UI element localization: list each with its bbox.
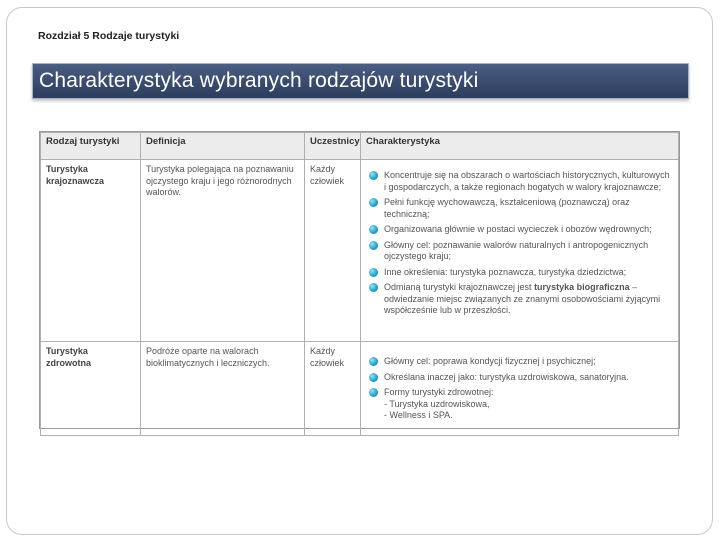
bullet-text-pre: Odmianą turystyki krajoznawczej jest xyxy=(384,282,535,292)
tourism-table xyxy=(39,131,680,429)
participants-line: człowiek xyxy=(310,175,345,186)
bullet-icon xyxy=(369,225,378,234)
table-row xyxy=(41,342,679,436)
table-row xyxy=(41,160,679,342)
header-definition: Definicja xyxy=(141,133,305,160)
header-type: Rodzaj turystyki xyxy=(41,133,141,160)
list-item xyxy=(366,197,673,220)
bullet-text: Pełni funkcję wychowawczą, kształceniową (poznawczą) oraz techniczną; xyxy=(384,197,630,219)
row-characteristics xyxy=(361,160,679,342)
bullet-text: Koncentruje się na obszarach o wartościach historycznych, kulturowych i gospodarczych, a także regionach bogatych w walory krajoznawcze; xyxy=(384,170,670,192)
participants-line: Każdy xyxy=(310,164,336,174)
bullet-text: Główny cel: poznawanie walorów naturalnych i antropogenicznych ojczystego kraju; xyxy=(384,239,649,261)
list-item xyxy=(366,372,673,384)
row-type: Turystyka zdrowotna xyxy=(41,342,141,436)
bullet-text: Inne określenia: turystyka poznawcza, turystyka dziedzictwa; xyxy=(384,266,627,277)
bullet-text: - Wellness i SPA. xyxy=(384,410,453,420)
bullet-text: Formy turystyki zdrowotnej: xyxy=(384,387,494,397)
header-characteristics: Charakterystyka xyxy=(361,133,679,160)
table-header-row xyxy=(41,133,679,160)
bullet-text-post: – odwiedzanie miejsc związanych ze znanymi osobowościami żyjącymi współcześnie lub w przeszłości. xyxy=(384,282,661,315)
list-item xyxy=(366,356,673,368)
row-type xyxy=(41,160,141,342)
bullet-icon xyxy=(369,388,378,397)
row-definition: Podróże oparte na walorach bioklimatycznych i leczniczych. xyxy=(141,342,305,436)
bullet-icon xyxy=(369,373,378,382)
participants-line: człowiek xyxy=(310,357,345,368)
list-item xyxy=(366,240,673,263)
chapter-label: Rozdział 5 Rodzaje turystyki xyxy=(38,30,180,42)
bullet-icon xyxy=(369,357,378,366)
row-participants xyxy=(305,160,361,342)
participants-line: Każdy xyxy=(310,346,336,356)
bullet-text: Organizowana głównie w postaci wycieczek i obozów wędrownych; xyxy=(384,224,652,234)
row-definition: Turystyka polegająca na poznawaniu ojczystego kraju i jego różnorodnych walorów. xyxy=(141,160,305,342)
row-participants xyxy=(305,342,361,436)
row-type-line: Turystyka xyxy=(46,164,88,174)
row-characteristics xyxy=(361,342,679,436)
list-item xyxy=(366,387,673,422)
bullet-text-bold: turystyka biograficzna xyxy=(534,282,630,292)
slide-title: Charakterystyka wybranych rodzajów turystyki xyxy=(39,69,479,92)
list-item xyxy=(366,282,673,317)
row-type-line: krajoznawcza xyxy=(46,175,105,186)
bullet-icon xyxy=(369,283,378,292)
bullet-icon xyxy=(369,171,378,180)
list-item xyxy=(366,267,673,279)
bullet-icon xyxy=(369,198,378,207)
list-item xyxy=(366,224,673,236)
bullet-text: Określana inaczej jako: turystyka uzdrowiskowa, sanatoryjna. xyxy=(384,371,629,382)
bullet-text: Główny cel: poprawa kondycji fizycznej i psychicznej; xyxy=(384,356,596,366)
header-participants: Uczestnicy xyxy=(305,133,361,160)
list-item xyxy=(366,170,673,193)
title-bar xyxy=(32,63,689,99)
bullet-text: - Turystyka uzdrowiskowa, xyxy=(384,398,490,409)
bullet-icon xyxy=(369,241,378,250)
bullet-icon xyxy=(369,268,378,277)
